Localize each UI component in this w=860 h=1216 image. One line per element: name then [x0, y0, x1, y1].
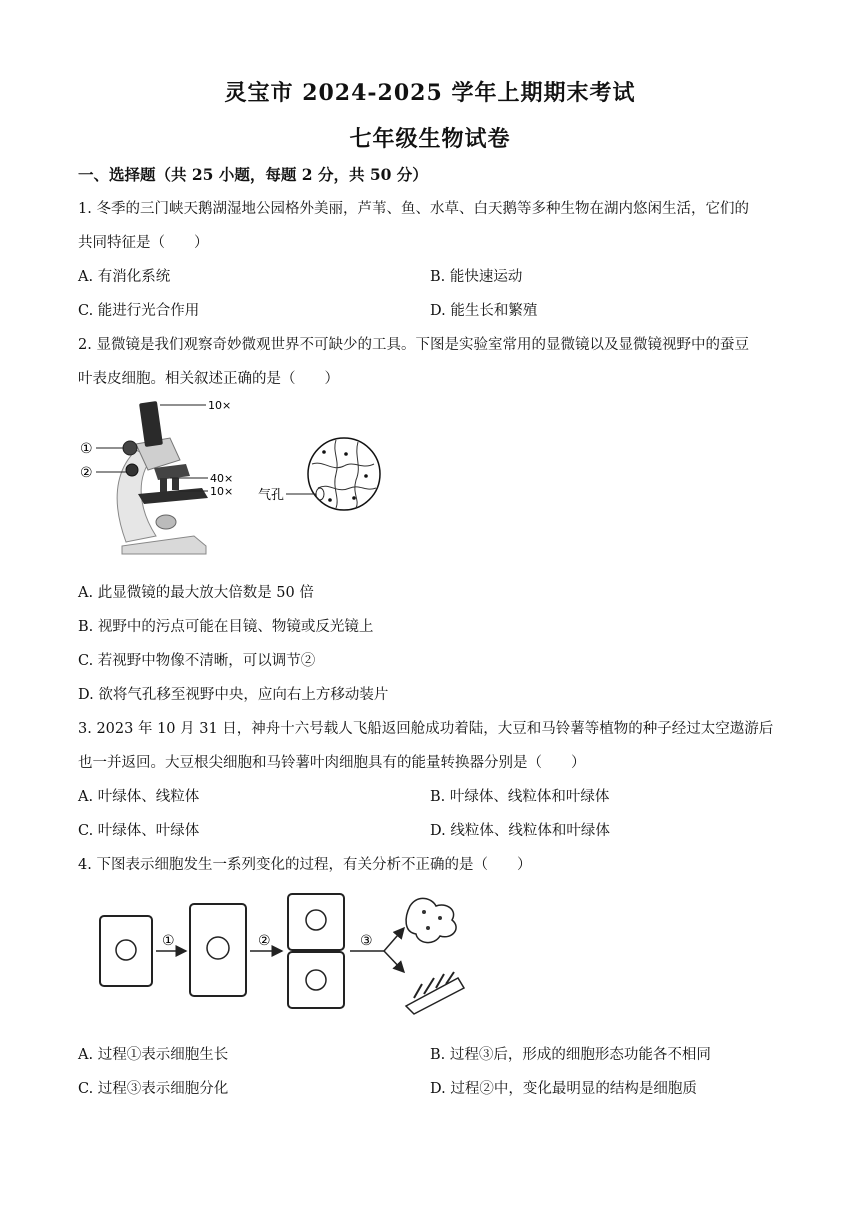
q3-option-a: A. 叶绿体、线粒体: [78, 789, 200, 805]
arrow-step-3-down: [384, 951, 404, 972]
q1-option-c: C. 能进行光合作用: [78, 303, 200, 319]
marker-2: ②: [80, 465, 93, 481]
cell-nucleus: [364, 474, 368, 478]
q2-stem-line2: 叶表皮细胞。相关叙述正确的是（ ）: [78, 371, 339, 387]
q2-option-b: B. 视野中的污点可能在目镜、物镜或反光镜上: [78, 619, 374, 635]
objective-low-magnification: 10×: [210, 485, 234, 498]
cell-nucleus: [116, 940, 136, 960]
step-1-label: ①: [162, 933, 175, 949]
mirror: [156, 515, 176, 529]
q1-option-b: B. 能快速运动: [430, 269, 523, 285]
q4-stem: 4. 下图表示细胞发生一系列变化的过程，有关分析不正确的是（ ）: [78, 857, 532, 873]
q4-option-b: B. 过程③后，形成的细胞形态功能各不相同: [430, 1047, 711, 1063]
cell-nucleus: [352, 496, 356, 500]
q1-stem-line1: 1. 冬季的三门峡天鹅湖湿地公园格外美丽，芦苇、鱼、水草、白天鹅等多种生物在湖内悠闲生活，它们的: [78, 201, 749, 217]
q2-option-d: D. 欲将气孔移至视野中央，应向右上方移动装片: [78, 687, 389, 703]
q3-option-c: C. 叶绿体、叶绿体: [78, 823, 200, 839]
cell-nucleus: [306, 970, 326, 990]
eyepiece: [139, 401, 163, 447]
cell-nucleus: [344, 452, 348, 456]
q1-option-d: D. 能生长和繁殖: [430, 303, 538, 319]
cell-nucleus: [207, 937, 229, 959]
stage: [138, 488, 208, 504]
exam-subtitle: 七年级生物试卷: [349, 126, 511, 152]
q1-stem-line2: 共同特征是（ ）: [78, 235, 209, 251]
cell-nucleus: [322, 450, 326, 454]
cell-process-figure: [92, 888, 472, 1018]
step-3-label: ③: [360, 933, 373, 949]
objective-10x: [172, 478, 179, 490]
objective-high-magnification: 40×: [210, 472, 234, 485]
q3-stem-line1: 3. 2023 年 10 月 31 日，神舟十六号载人飞船返回舱成功着陆，大豆和马铃薯等植物的种子经过太空遨游后: [78, 721, 774, 737]
cell-nucleus: [306, 910, 326, 930]
step-2-label: ②: [258, 933, 271, 949]
coarse-adjustment-knob: [123, 441, 137, 455]
section-heading: 一、选择题（共 25 小题，每题 2 分，共 50 分）: [78, 165, 428, 184]
stoma-label: 气孔: [258, 488, 285, 503]
q4-option-c: C. 过程③表示细胞分化: [78, 1081, 229, 1097]
q3-option-d: D. 线粒体、线粒体和叶绿体: [430, 823, 610, 839]
marker-1: ①: [80, 441, 93, 457]
microscope-figure: [74, 394, 394, 564]
differentiated-tissue-lower: [406, 972, 464, 1014]
cell-nucleus: [328, 498, 332, 502]
q4-option-a: A. 过程①表示细胞生长: [78, 1047, 229, 1063]
q3-stem-line2: 也一并返回。大豆根尖细胞和马铃薯叶肉细胞具有的能量转换器分别是（ ）: [78, 755, 586, 771]
q1-option-a: A. 有消化系统: [78, 269, 171, 285]
q4-option-d: D. 过程②中，变化最明显的结构是细胞质: [430, 1081, 697, 1097]
q3-option-b: B. 叶绿体、线粒体和叶绿体: [430, 789, 610, 805]
q2-stem-line1: 2. 显微镜是我们观察奇妙微观世界不可缺少的工具。下图是实验室常用的显微镜以及显微镜视野中的蚕豆: [78, 337, 749, 353]
q2-option-c: C. 若视野中物像不清晰，可以调节②: [78, 653, 316, 669]
differentiated-tissue-upper: [406, 898, 456, 942]
fine-adjustment-knob: [126, 464, 138, 476]
q2-option-a: A. 此显微镜的最大放大倍数是 50 倍: [78, 585, 314, 601]
exam-title: 灵宝市 2024-2025 学年上期期末考试: [224, 80, 636, 106]
eyepiece-magnification: 10×: [208, 399, 232, 412]
arrow-step-3-up: [384, 928, 404, 951]
